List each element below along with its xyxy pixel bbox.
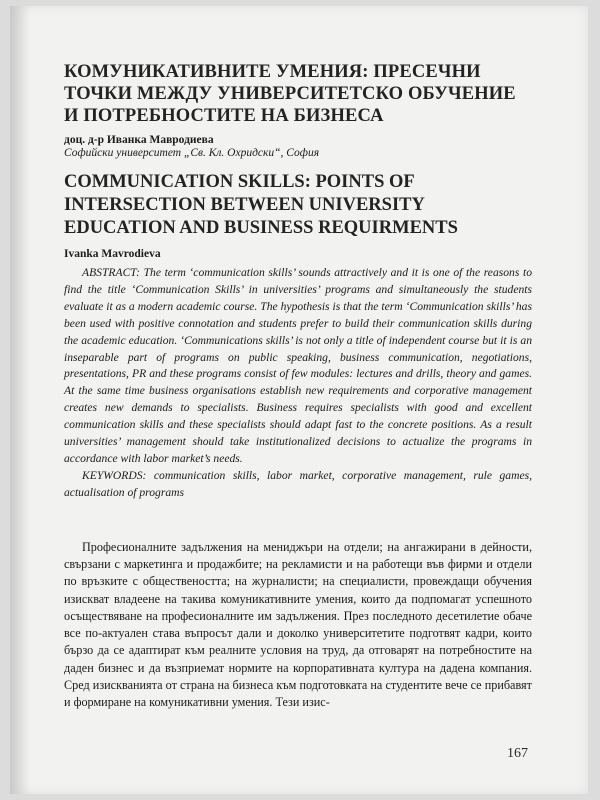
english-title: COMMUNICATION SKILLS: POINTS OF INTERSECTION BETWEEN UNIVERSITY EDUCATION AND BUSINESS REQUIRMENTS [64,172,458,238]
scan-edge-shadow [10,6,30,794]
paper-page [10,6,588,794]
abstract-text: ABSTRACT: The term ‘communication skills’ sounds attractively and it is one of the reasons to find the title ‘Communication Skills’ in universities’ programs and simultaneously the students evaluate it as a modern academic course. The hypothesis is that the term ‘Communication skills’ has been used with positive connotation and students prefer to build their communication skills during the academic education. ‘Communications skills’ is not only a title of independent course but it is an inseparable part of programs on public speaking, business communication, negotiations, presentations, PR and these programs consist of few modules: lectures and drills, theory and games. At the same time business organisations establish new requirements and corporative management creates new demands to specialists. Business requires specialists with good and excellent communication skills and these specialists should adapt fast to the concrete positions. As a result universities’ management should take institutionalized decisions to actualize the programs in accordance with labor market’s needs. [64,266,532,465]
page-number: 167 [507,746,528,761]
bulgarian-author: доц. д-р Иванка Мавродиева [64,134,214,146]
keywords: KEYWORDS: communication skills, labor market, corporative management, rule games, actualisation of programs [64,468,532,499]
abstract [64,265,532,468]
affiliation: Софийски университет „Св. Кл. Охридски“, София [64,147,320,159]
body-paragraph: Професионалните задължения на мениджъри на отдели; на ангажирани в дейности, свързани с маркетинга и продажбите; на рекламисти и на работещи във фирми и отдели по връзките с обществеността; на журналисти; на специалисти, провеждащи обучения изискват владеене на такива комуникативните умения, които да подпомагат успешното осъществяване на професионалните им задължения. През последното десетилетие обаче все по-актуален става въпросът дали и доколко университетите подготвят кадри, които бързо да се адаптират към реалните условия на труд, да отговарят на потребностите на даден бизнес и да възприемат нормите на корпоративната култура на дадена компания. Сред изискванията от страна на бизнеса към подготовката на студентите вече се прибавят и формиране на комуникативни умения. Тези изис- [64,539,532,710]
bulgarian-title: КОМУНИКАТИВНИТЕ УМЕНИЯ: ПРЕСЕЧНИ ТОЧКИ МЕЖДУ УНИВЕРСИТЕТСКО ОБУЧЕНИЕ И ПОТРЕБНОСТИТЕ НА БИЗНЕСА [64,62,516,126]
page-content [64,61,532,724]
english-author: Ivanka Mavrodieva [64,248,161,260]
